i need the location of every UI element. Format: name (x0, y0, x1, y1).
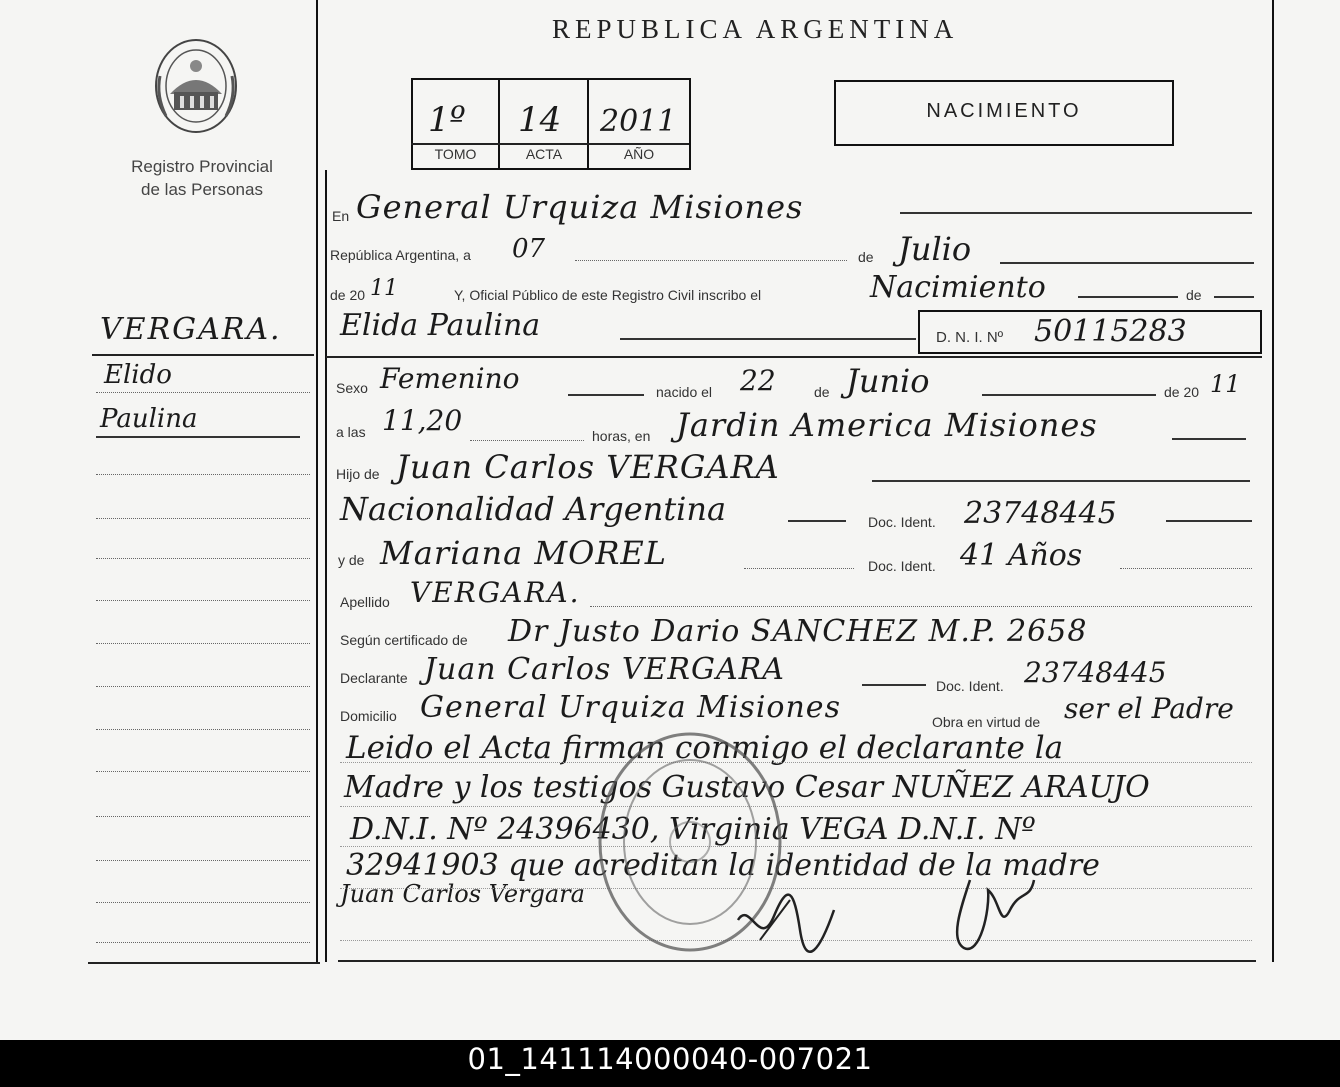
acta-label: ACTA (525, 146, 563, 162)
padre-documento: 23748445 (964, 496, 1117, 531)
dni-value: 50115283 (1034, 314, 1187, 349)
anio-value: 2011 (600, 104, 677, 139)
apellido-value: VERGARA. (410, 576, 581, 609)
alas-label: a las (336, 424, 366, 440)
inscripcion-year: 11 (370, 276, 398, 301)
inscripcion-month: Julio (898, 230, 972, 268)
handwritten-line-3: D.N.I. Nº 24396430, Virginia VEGA D.N.I. Nº (350, 812, 1036, 847)
margin-name2: Paulina (100, 404, 198, 434)
madre-nombre: Mariana MOREL (380, 534, 668, 572)
handwritten-line-4: 32941903 que acreditan la identidad de la madre (346, 848, 1100, 883)
padre-nacionalidad: Nacionalidad Argentina (340, 490, 727, 528)
doc-ident-label-3: Doc. Ident. (936, 678, 1004, 694)
padre-nombre: Juan Carlos VERGARA (396, 448, 780, 486)
left-border (316, 0, 318, 962)
signature-declarante-icon (730, 880, 840, 960)
right-border (1272, 0, 1274, 962)
declarante-label: Declarante (340, 670, 408, 686)
nacido-label: nacido el (656, 384, 713, 400)
provincial-seal-icon (150, 36, 242, 136)
obra-label: Obra en virtud de (932, 714, 1041, 730)
handwritten-line-2: Madre y los testigos Gustavo Cesar NUÑEZ ARAUJO (344, 770, 1150, 805)
republica-label: República Argentina, a (330, 247, 471, 263)
horas-label: horas, en (592, 428, 651, 444)
domicilio-value: General Urquiza Misiones (420, 690, 841, 725)
document-code: 01_141114000040-007021 (467, 1042, 873, 1076)
inscripto-nombre: Elida Paulina (340, 308, 541, 343)
tipo-inscripcion: Nacimiento (870, 270, 1046, 305)
declarante-nombre: Juan Carlos VERGARA (424, 652, 785, 687)
anio-label: AÑO (623, 146, 655, 162)
apellido-label: Apellido (340, 594, 390, 610)
lugar-inscripcion: General Urquiza Misiones (356, 188, 804, 226)
sexo-value: Femenino (380, 362, 520, 395)
acta-value: 14 (518, 100, 562, 140)
nacido-year: 11 (1210, 370, 1241, 398)
inscripcion-day: 07 (512, 234, 546, 264)
oficial-text: Y, Oficial Público de este Registro Civil inscribo el (454, 287, 762, 303)
de-label: de (858, 249, 874, 265)
de2-label: de (1186, 287, 1202, 303)
margin-name1: Elido (104, 360, 172, 390)
nacido-month: Junio (846, 362, 930, 400)
sexo-label: Sexo (336, 380, 368, 396)
segun-label: Según certificado de (340, 632, 468, 648)
nacido-day: 22 (740, 364, 776, 397)
inner-border (325, 170, 327, 962)
obra-value: ser el Padre (1064, 692, 1234, 725)
registry-name-line2: de las Personas (141, 180, 263, 199)
margin-surname: VERGARA. (100, 312, 282, 347)
doc-ident-label-2: Doc. Ident. (868, 558, 936, 574)
domicilio-label: Domicilio (340, 708, 397, 724)
nacido-year-prefix: de 20 (1164, 384, 1200, 400)
handwritten-line-1: Leido el Acta firman conmigo el declarante la (346, 730, 1064, 766)
medico-certificante: Dr Justo Dario SANCHEZ M.P. 2658 (508, 614, 1088, 649)
lugar-nacimiento: Jardin America Misiones (676, 406, 1098, 444)
madre-documento: 41 Años (960, 538, 1083, 573)
country-title: REPUBLICA ARGENTINA (552, 14, 959, 44)
en-label: En (332, 208, 350, 224)
tomo-value: 1º (428, 100, 466, 140)
hora-value: 11,20 (382, 404, 463, 437)
dni-label: D. N. I. Nº (936, 329, 1004, 346)
signature-oficial-icon (930, 870, 1050, 960)
declarante-documento: 23748445 (1024, 656, 1167, 689)
tomo-label: TOMO (434, 146, 477, 162)
year-prefix: de 20 (330, 287, 366, 303)
doc-ident-label-1: Doc. Ident. (868, 514, 936, 530)
yde-label: y de (338, 552, 365, 568)
handwritten-line-5: Juan Carlos Vergara (340, 880, 585, 908)
hijo-label: Hijo de (336, 466, 380, 482)
registry-name-line1: Registro Provincial (131, 157, 273, 176)
nacido-de-label: de (814, 384, 830, 400)
document-type: NACIMIENTO (926, 100, 1082, 122)
